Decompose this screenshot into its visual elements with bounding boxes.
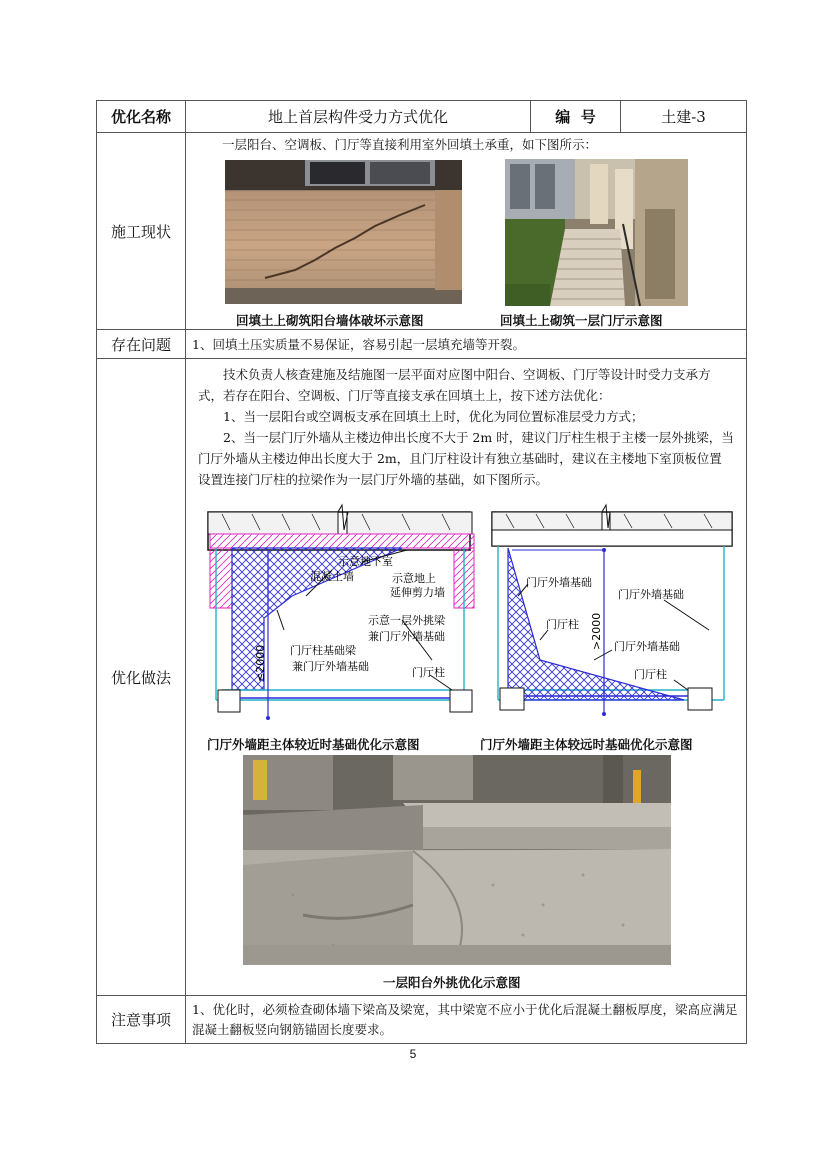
diagram-far-label: 门厅外墙基础: [614, 640, 680, 653]
status-label: 施工现状: [97, 133, 186, 330]
balcony-wall-photo: [225, 160, 462, 304]
diagram-far-dimension: >2000: [590, 612, 603, 650]
number-label: 编 号: [531, 101, 621, 133]
problem-label: 存在问题: [97, 330, 186, 359]
diagram-far-label: 门厅柱: [546, 618, 579, 631]
diagram-near-label: 兼门厅外墙基础: [368, 630, 445, 643]
method-label: 优化做法: [97, 359, 186, 996]
diagram-far-label: 门厅外墙基础: [526, 576, 592, 589]
method-paragraph: 技术负责人核查建施及结施图一层平面对应图中阳台、空调板、门厅等设计时受力支承方式，若存在阳台、空调板、门厅等直接支承在回填土上，按下述方法优化：: [198, 367, 711, 403]
method-caption-photo: 一层阳台外挑优化示意图: [383, 975, 521, 990]
diagram-far: [484, 500, 740, 722]
notes-text: 1、优化时，必须检查砌体墙下梁高及梁宽，其中梁宽不应小于优化后混凝土翻板厚度，梁高应满足混凝土翻板竖向钢筋锚固长度要求。: [186, 996, 747, 1044]
method-text: [192, 364, 740, 490]
diagram-near-label: 示意地下室: [338, 555, 393, 568]
diagram-near: [202, 500, 476, 722]
status-caption-left: 回填土上砌筑阳台墙体破坏示意图: [236, 313, 424, 328]
diagram-near-dimension: ≤2000: [254, 644, 267, 682]
diagram-near-label: 示意地上: [392, 572, 436, 585]
status-caption-right: 回填土上砌筑一层门厅示意图: [500, 313, 663, 328]
entrance-photo: [505, 159, 688, 306]
notes-label: 注意事项: [97, 996, 186, 1044]
diagram-near-label: 示意一层外挑梁: [368, 614, 445, 627]
name-value: 地上首层构件受力方式优化: [186, 101, 531, 133]
diagram-near-label: 延伸剪力墙: [390, 586, 445, 599]
method-paragraph: 2、当一层门厅外墙从主楼边伸出长度不大于 2m 时，建议门厅柱生根于主楼一层外挑梁，当门厅外墙从主楼边伸出长度大于 2m，且门厅柱设计有独立基础时，建议在主楼地下室顶板位置设置连接门厅柱的拉梁作为一层门厅外墙的基础，如下图所示。: [198, 430, 734, 487]
diagram-near-label: 混凝土墙: [310, 570, 354, 583]
name-label: 优化名称: [97, 101, 186, 133]
number-value: 土建-3: [621, 101, 747, 133]
diagram-near-label: 门厅柱: [412, 666, 445, 679]
problem-text: 1、回填土压实质量不易保证，容易引起一层填充墙等开裂。: [186, 330, 747, 359]
method-caption-right: 门厅外墙距主体较远时基础优化示意图: [480, 737, 693, 752]
diagram-far-label: 门厅外墙基础: [618, 588, 684, 601]
page-number: 5: [409, 1047, 417, 1061]
diagram-near-label: 兼门厅外墙基础: [292, 660, 369, 673]
diagram-far-label: 门厅柱: [634, 668, 667, 681]
status-intro: 一层阳台、空调板、门厅等直接利用室外回填土承重，如下图所示：: [222, 137, 598, 152]
method-paragraph: 1、当一层阳台或空调板支承在回填土上时，优化为同位置标准层受力方式；: [223, 409, 644, 424]
balcony-cantilever-photo: [243, 755, 671, 965]
method-caption-left: 门厅外墙距主体较近时基础优化示意图: [207, 737, 420, 752]
diagram-near-label: 门厅柱基础梁: [290, 644, 356, 657]
